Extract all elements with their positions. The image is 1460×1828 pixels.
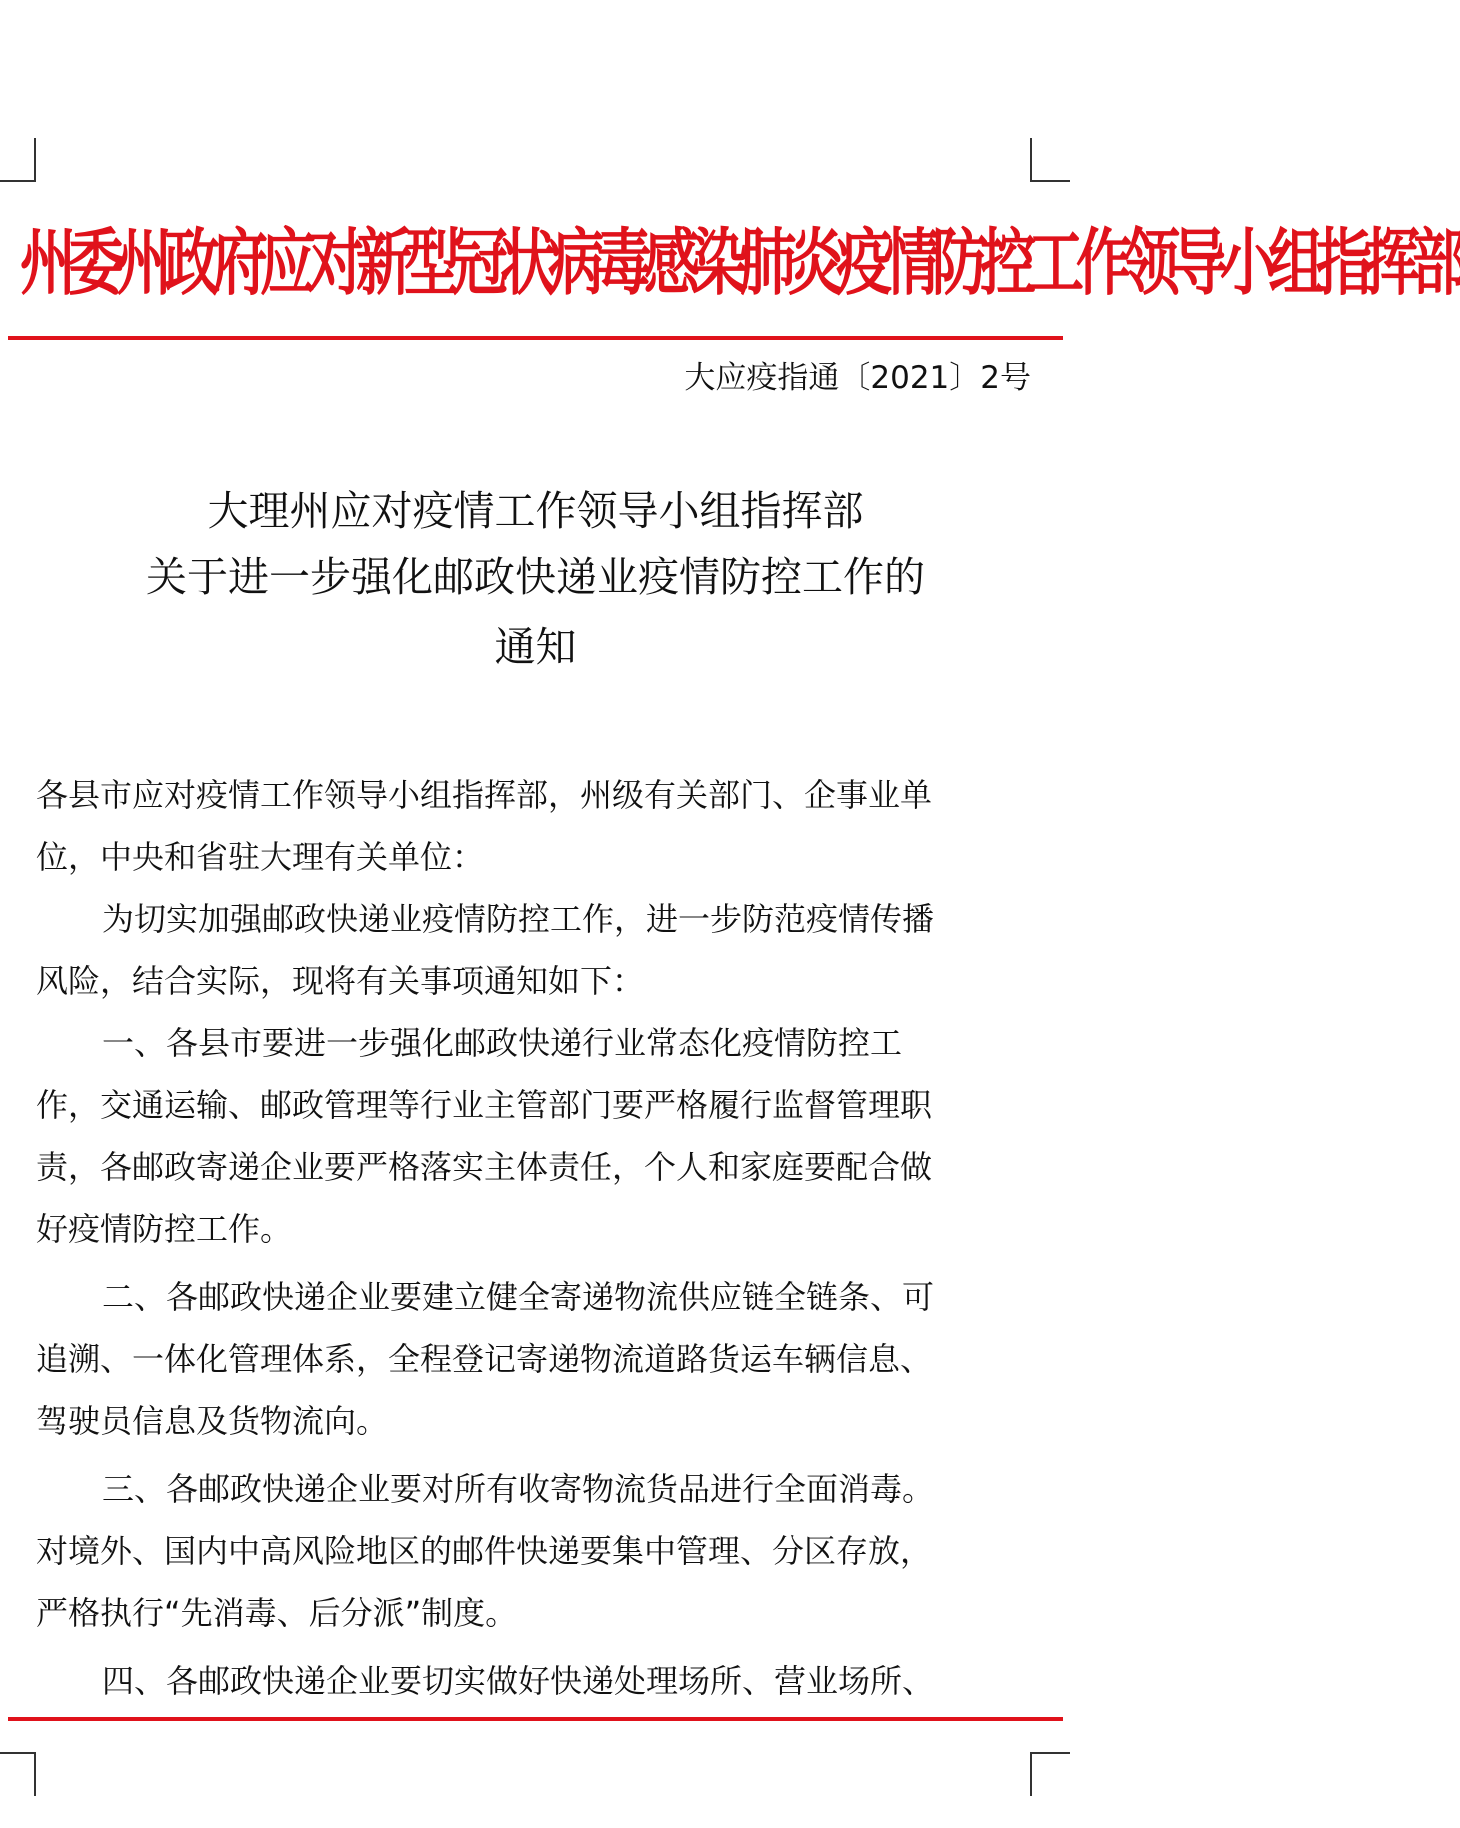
body-line: 为切实加强邮政快递业疫情防控工作，进一步防范疫情传播 — [102, 900, 935, 938]
body-line: 作，交通运输、邮政管理等行业主管部门要严格履行监督管理职 — [36, 1086, 933, 1124]
body-line: 各县市应对疫情工作领导小组指挥部，州级有关部门、企事业单 — [36, 776, 933, 814]
body-line: 四、各邮政快递企业要切实做好快递处理场所、营业场所、 — [102, 1662, 935, 1700]
body-line: 三、各邮政快递企业要对所有收寄物流货品进行全面消毒。 — [102, 1470, 935, 1508]
letterhead-red-rule — [8, 336, 1063, 340]
body-line: 位，中央和省驻大理有关单位： — [36, 838, 485, 876]
body-line: 风险，结合实际，现将有关事项通知如下： — [36, 962, 645, 1000]
body-line: 责，各邮政寄递企业要严格落实主体责任，个人和家庭要配合做 — [36, 1148, 933, 1186]
body-line: 严格执行“先消毒、后分派”制度。 — [36, 1594, 518, 1632]
corner-mark-bottom-right — [1030, 1752, 1070, 1796]
document-title-line: 关于进一步强化邮政快递业疫情防控工作的 — [146, 553, 925, 601]
document-title-line: 大理州应对疫情工作领导小组指挥部 — [207, 487, 864, 535]
body-line: 对境外、国内中高风险地区的邮件快递要集中管理、分区存放， — [36, 1532, 933, 1570]
body-line: 驾驶员信息及货物流向。 — [36, 1402, 389, 1440]
corner-mark-bottom-left — [0, 1752, 36, 1796]
body-line: 好疫情防控工作。 — [36, 1210, 293, 1248]
corner-mark-top-left — [0, 138, 36, 182]
letterhead-title: 州委州政府应对新型冠状病毒感染肺炎疫情防控工作领导小组指挥部 — [20, 221, 1460, 307]
footer-red-rule — [8, 1717, 1063, 1721]
document-title-line: 通知 — [494, 623, 577, 671]
body-line: 追溯、一体化管理体系，全程登记寄递物流道路货运车辆信息、 — [36, 1340, 933, 1378]
body-line: 二、各邮政快递企业要建立健全寄递物流供应链全链条、可 — [102, 1278, 935, 1316]
document-number: 大应疫指通〔2021〕2号 — [684, 360, 1031, 396]
corner-mark-top-right — [1030, 138, 1070, 182]
body-line: 一、各县市要进一步强化邮政快递行业常态化疫情防控工 — [102, 1024, 903, 1062]
